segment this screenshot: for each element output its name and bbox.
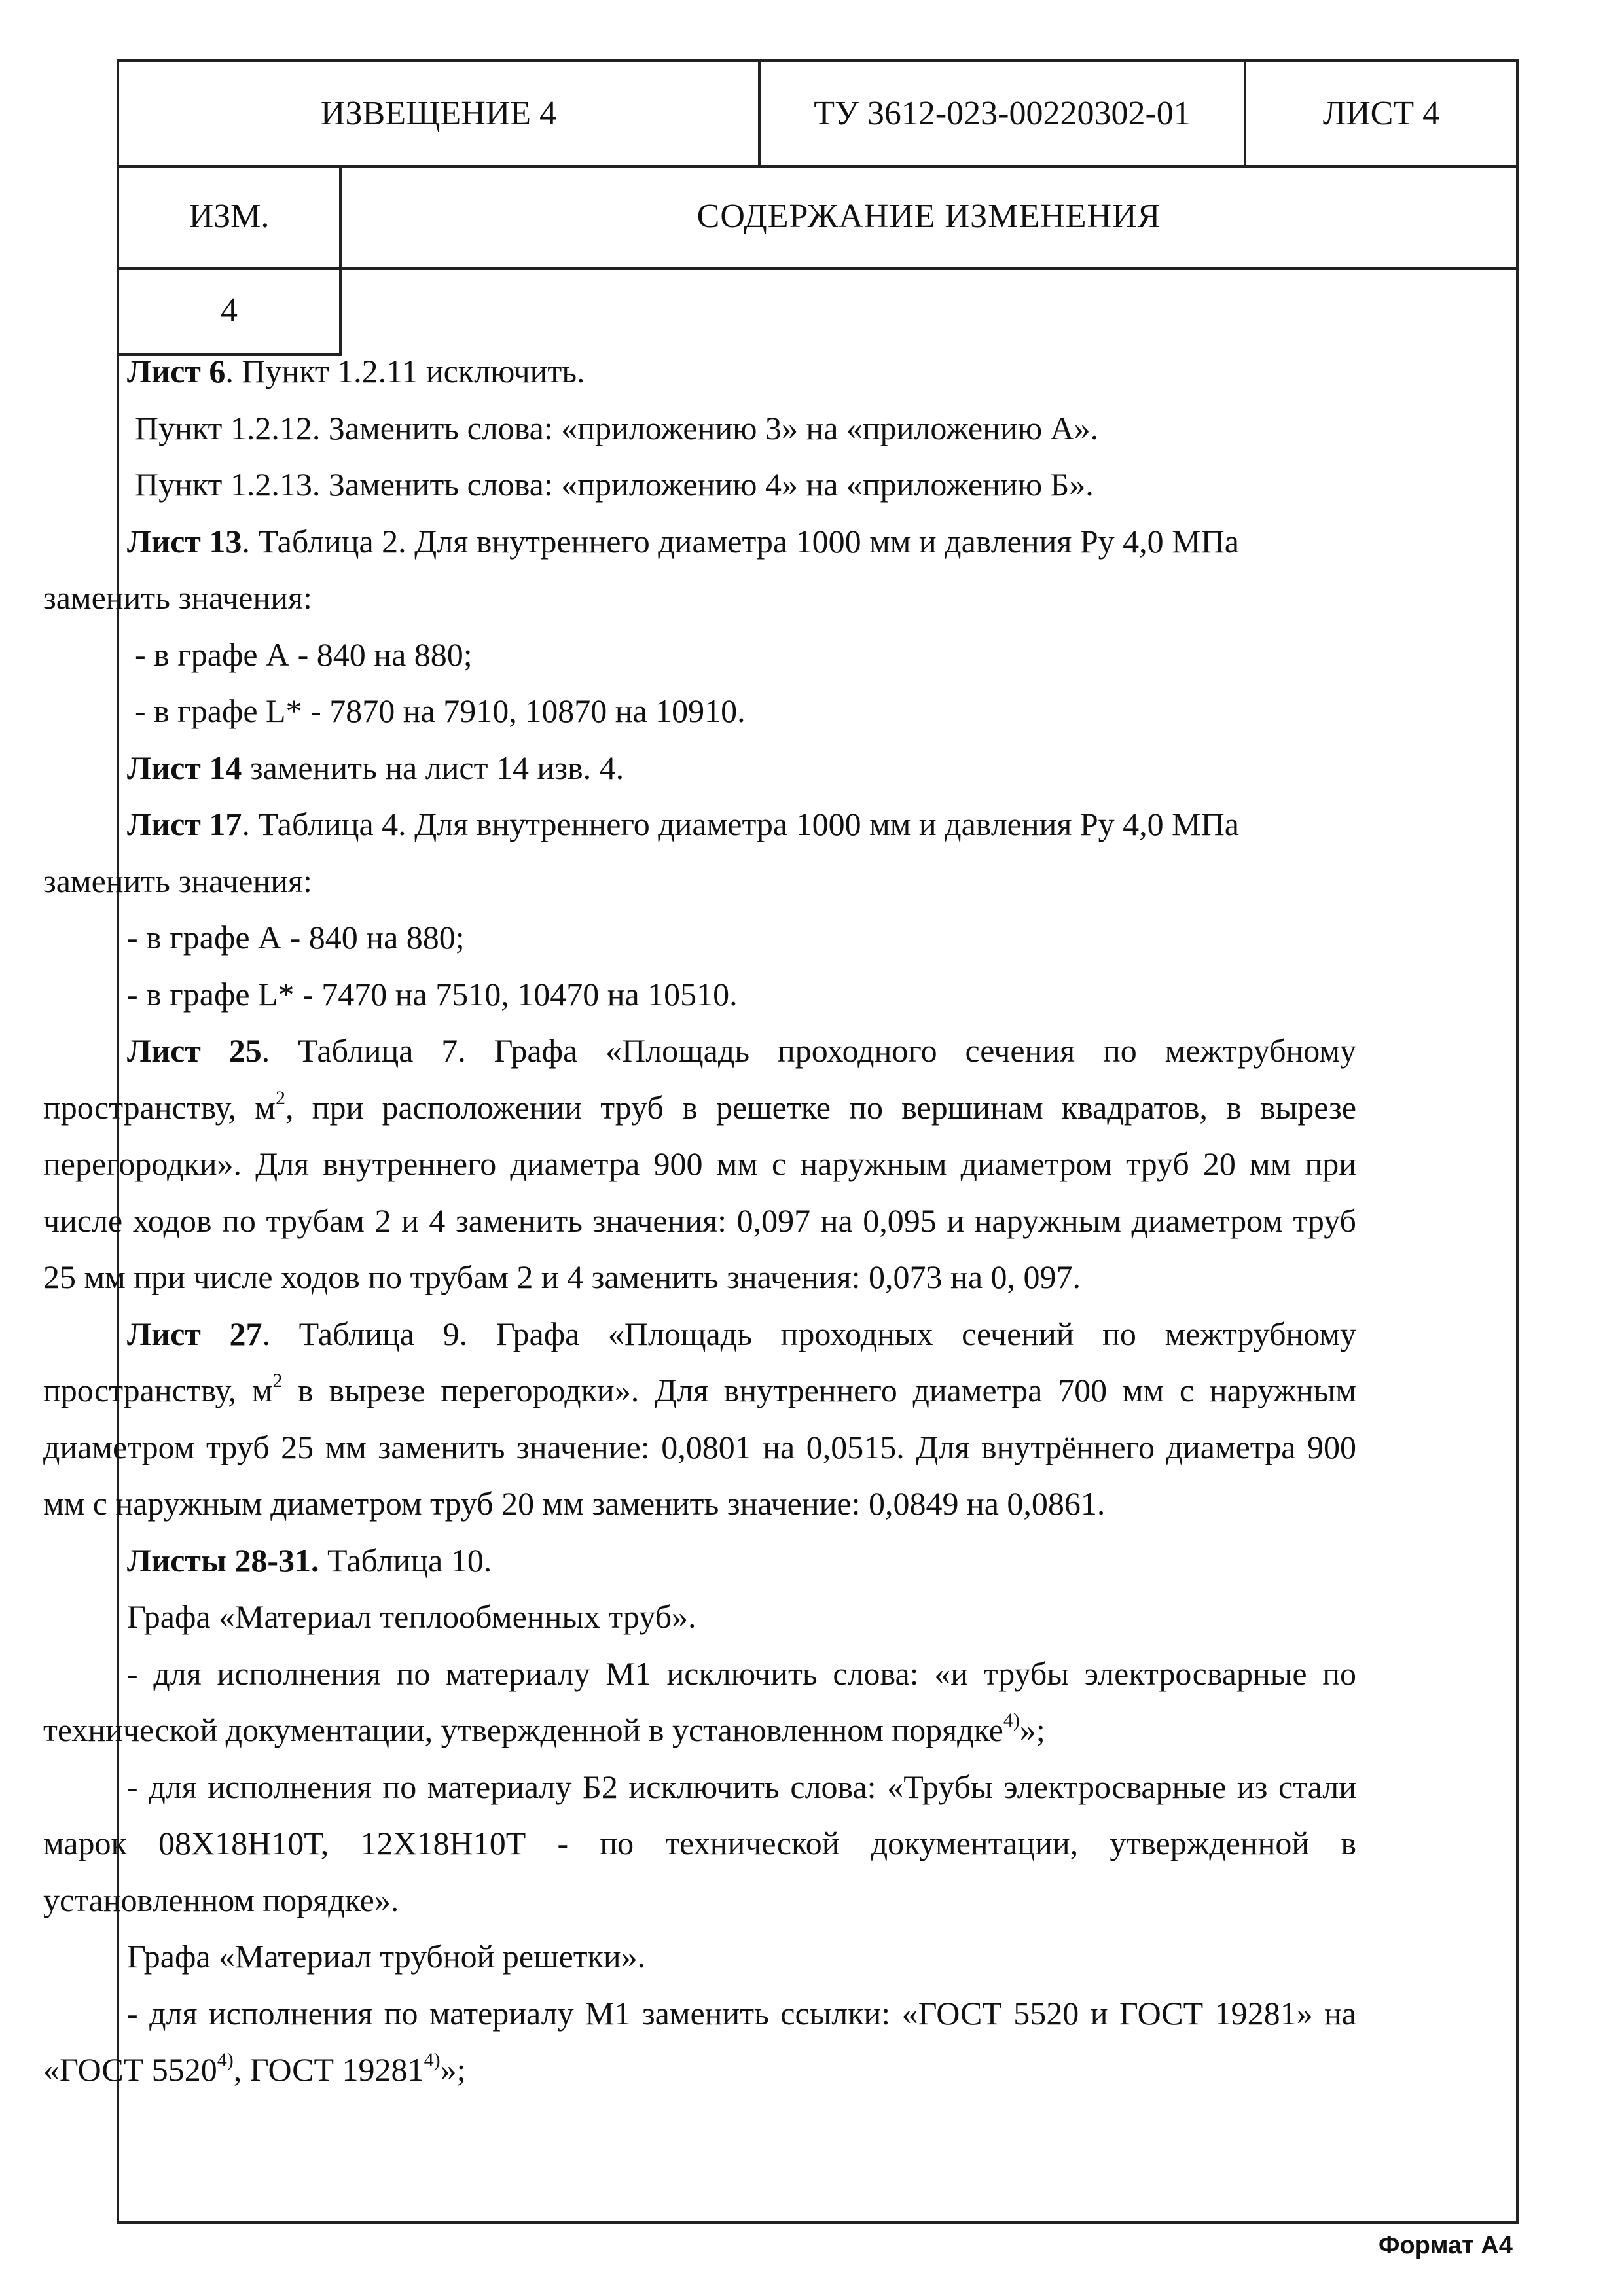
paragraph <box>43 740 1356 797</box>
text: »; <box>440 2051 466 2088</box>
paper-format-label: Формат А4 <box>1379 2232 1513 2259</box>
change-label: ИЗМ. <box>119 165 342 267</box>
paragraph <box>43 343 1356 400</box>
superscript: 4) <box>1003 1710 1020 1731</box>
superscript: 2 <box>272 1370 283 1391</box>
document-code: ТУ 3612-023-00220302-01 <box>761 62 1246 165</box>
paragraph: - в графе L* - 7870 на 7910, 10870 на 10910. <box>135 692 746 729</box>
paragraph: Пункт 1.2.12. Заменить слова: «приложению 3» на «приложению А». <box>135 409 1099 446</box>
text: . Пункт 1.2.11 исключить. <box>225 353 585 389</box>
text: »; <box>1019 1712 1045 1748</box>
sheet-ref: Лист 25 <box>127 1032 262 1069</box>
content-title: СОДЕРЖАНИЕ ИЗМЕНЕНИЯ <box>696 197 1161 235</box>
text: . Таблица 2. Для внутреннего диаметра 1000 мм и давления Ру 4,0 МПа <box>242 522 1239 560</box>
paragraph <box>43 1532 1356 1589</box>
paragraph <box>43 1645 1356 1759</box>
paragraph: Графа «Материал теплообменных труб». <box>127 1598 696 1635</box>
text: Таблица 10. <box>319 1541 492 1579</box>
paragraph: Графа «Материал трубной решетки». <box>127 1938 646 1975</box>
text: . Таблица 9. Графа «Площадь проходных сечений по межтрубному пространству, м <box>43 1315 1356 1408</box>
paragraph <box>43 513 1356 570</box>
text: - для исполнения по материалу М1 заменить ссылки: «ГОСТ 5520 и ГОСТ 19281» на «ГОСТ 5520 <box>43 1994 1356 2088</box>
text: , при расположении труб в решетке по вершинам квадратов, в вырезе перегородки». Для внутреннего диаметра 900 мм с наружным диаметром труб 20 мм при числе ходов по трубам 2 и 4 заменить значения: 0,097 на 0,095 и наружным диаметром труб 25 мм при числе ходов по трубам 2 и 4 заменить значения: 0,073 на 0, 097. <box>43 1088 1357 1295</box>
paragraph: - в графе А - 840 на 880; <box>135 636 473 673</box>
sheet-ref: Лист 6 <box>127 353 226 389</box>
paragraph <box>43 1985 1356 2098</box>
text: , ГОСТ 19281 <box>233 2051 424 2088</box>
superscript: 4) <box>217 2049 234 2071</box>
change-number: 4 <box>119 267 342 356</box>
header-row <box>119 62 1516 168</box>
notice-title: ИЗВЕЩЕНИЕ 4 <box>119 62 761 165</box>
paragraph-continuation: заменить значения: <box>43 579 312 616</box>
sheet-ref: Лист 13 <box>127 522 242 560</box>
sheet-ref: Лист 27 <box>127 1315 262 1352</box>
sheet-ref: Листы 28-31. <box>127 1541 319 1579</box>
paragraph <box>43 796 1356 853</box>
paragraph <box>43 1022 1356 1306</box>
text: . Таблица 7. Графа «Площадь проходного сечения по межтрубному пространству, м <box>43 1032 1356 1126</box>
paragraph: Пункт 1.2.13. Заменить слова: «приложению 4» на «приложению Б». <box>135 466 1094 503</box>
paragraph <box>43 1306 1356 1532</box>
paragraph-continuation: заменить значения: <box>43 862 312 899</box>
change-content <box>43 343 1356 2098</box>
subheader-row <box>119 165 1516 270</box>
text: заменить на лист 14 изв. 4. <box>242 749 624 786</box>
sheet-number: ЛИСТ 4 <box>1322 94 1440 132</box>
paragraph: - в графе А - 840 на 880; <box>127 919 465 956</box>
text: в вырезе перегородки». Для внутреннего диаметра 700 мм с наружным диаметром труб 25 мм заменить значение: 0,0801 на 0,0515. Для внутрённего диаметра 900 мм с наружным диаметром труб 20 мм заменить значение: 0,0849 на 0,0861. <box>43 1372 1356 1522</box>
text: - для исполнения по материалу М1 исключить слова: «и трубы электросварные по технической документации, утвержденной в установленном порядке <box>43 1655 1356 1748</box>
paragraph: - в графе L* - 7470 на 7510, 10470 на 10510. <box>127 975 738 1013</box>
sheet-ref: Лист 17 <box>127 806 242 842</box>
text: . Таблица 4. Для внутреннего диаметра 1000 мм и давления Ру 4,0 МПа <box>242 806 1239 842</box>
sheet-ref: Лист 14 <box>127 749 242 786</box>
superscript: 4) <box>424 2049 441 2071</box>
paragraph: - для исполнения по материалу Б2 исключить слова: «Трубы электросварные из стали марок 08Х18Н10Т, 12Х18Н10Т - по технической документации, утвержденной в установленном порядке». <box>43 1768 1356 1918</box>
superscript: 2 <box>275 1086 285 1109</box>
